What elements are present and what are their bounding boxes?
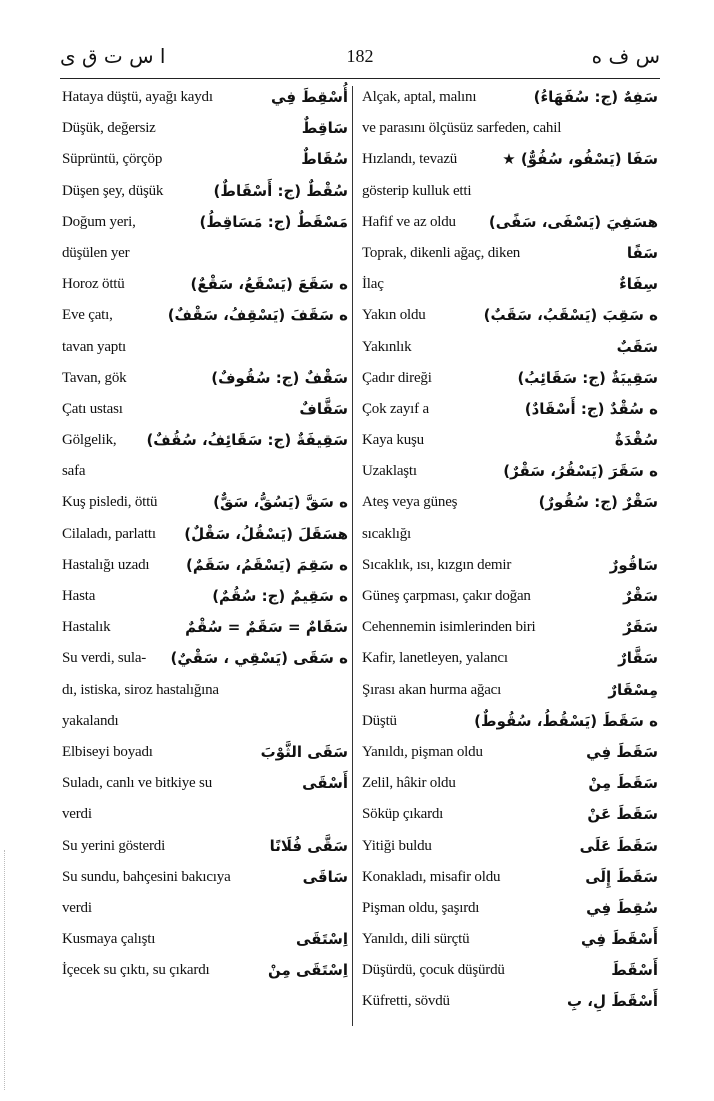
turkish-definition: Hasta: [62, 588, 96, 604]
arabic-headword: سَقَّى فُلَانًا: [269, 836, 348, 855]
dictionary-entry: [62, 612, 348, 643]
turkish-definition: Çatı ustası: [62, 400, 123, 417]
arabic-headword: سَفِهٌ (ج: سُفَهَاءُ): [533, 88, 658, 106]
dictionary-entry: [362, 675, 658, 706]
page-number: 182: [346, 46, 374, 66]
dictionary-entry: [362, 737, 658, 768]
turkish-definition: Düşük, değersiz: [62, 120, 156, 137]
dictionary-entry: [62, 519, 348, 550]
column-divider: [352, 86, 353, 1026]
turkish-definition: Elbiseyi boyadı: [62, 743, 153, 760]
turkish-definition: Toprak, dikenli ağaç, diken: [362, 244, 521, 261]
turkish-definition: Hızlandı, tevazü: [362, 151, 458, 168]
dictionary-entry: [62, 706, 348, 737]
turkish-definition: Ateş veya güneş: [362, 494, 458, 511]
dictionary-entry: [362, 487, 658, 518]
arabic-headword: سَقَطَ عَلَى: [579, 836, 658, 855]
arabic-headword: أَسْقَطَ: [611, 961, 658, 980]
arabic-headword: سَاقُورٌ: [609, 555, 658, 574]
arabic-headword: هسَفِيَ (يَسْفَى، سَفًى): [488, 212, 658, 231]
dictionary-entry: [362, 144, 658, 175]
dictionary-entry: [362, 643, 658, 674]
dictionary-entry: [62, 456, 348, 487]
arabic-headword: سَقْرٌ (ج: سُقُورٌ): [538, 493, 658, 512]
dictionary-entry: [62, 862, 348, 893]
arabic-headword: ه سَقَعَ (يَسْقَعُ، سَقْعٌ): [190, 275, 348, 294]
page-header: [60, 44, 660, 76]
turkish-definition: Hastalığı uzadı: [62, 556, 150, 573]
dictionary-entry: [362, 456, 658, 487]
arabic-headword: ه سَقِيمٌ (ج: سُقُمٌ): [212, 587, 348, 605]
dictionary-entry: [362, 581, 658, 612]
turkish-definition: verdi: [62, 806, 92, 823]
turkish-definition: Sıcaklık, ısı, kızgın demir: [362, 556, 512, 573]
turkish-definition: Yakınlık: [362, 338, 412, 355]
turkish-definition: Kusmaya çalıştı: [62, 931, 156, 948]
arabic-headword: أَسْقَطَ فِي: [581, 930, 658, 949]
turkish-definition: Çok zayıf a: [362, 400, 429, 417]
left-column: [62, 82, 348, 986]
turkish-definition: Kaya kuşu: [362, 432, 424, 449]
turkish-definition: Kuş pisledi, öttü: [62, 494, 158, 511]
turkish-definition: gösterip kulluk etti: [362, 182, 472, 199]
dictionary-entry: [362, 799, 658, 830]
arabic-headword: ه سَقَطَ (يَسْقُطُ، سُقُوطٌ): [474, 711, 658, 730]
arabic-headword: ه سَقَّ (يَسُقُّ، سَقٌّ): [213, 493, 348, 512]
dictionary-entry: [62, 737, 348, 768]
dictionary-entry: [62, 144, 348, 175]
dictionary-entry: [62, 487, 348, 518]
turkish-definition: Uzaklaştı: [362, 463, 417, 480]
dictionary-entry: [62, 643, 348, 674]
dictionary-entry: [362, 519, 658, 550]
turkish-definition: Hataya düştü, ayağı kaydı: [62, 89, 213, 105]
dictionary-entry: [62, 924, 348, 955]
arabic-headword: سَقْرٌ: [623, 587, 658, 605]
turkish-definition: Şırası akan hurma ağacı: [362, 681, 502, 698]
dictionary-entry: [62, 550, 348, 581]
dictionary-entry: [362, 332, 658, 363]
header-rule: [60, 78, 660, 79]
dictionary-entry: [62, 113, 348, 144]
arabic-headword: اِسْتَقَى مِنْ: [268, 961, 348, 980]
turkish-definition: Kafir, lanetleyen, yalancı: [362, 650, 508, 667]
dictionary-entry: [62, 363, 348, 394]
arabic-headword: هسَقَلَ (يَسْقُلُ، سَقْلٌ): [184, 524, 348, 543]
dictionary-entry: [362, 955, 658, 986]
dictionary-entry: [362, 394, 658, 425]
arabic-headword: سُقْطٌ (ج: أَسْقَاطٌ): [213, 181, 348, 200]
turkish-definition: Yitiği buldu: [362, 837, 432, 854]
arabic-headword: سَقَرٌ: [623, 618, 658, 637]
dictionary-entry: [362, 831, 658, 862]
dictionary-entry: [62, 238, 348, 269]
dictionary-entry: [362, 924, 658, 955]
turkish-definition: İçecek su çıktı, su çıkardı: [62, 962, 210, 979]
dictionary-entry: [62, 394, 348, 425]
arabic-headword: سُقِطَ فِي: [586, 898, 658, 917]
turkish-definition: tavan yaptı: [62, 338, 127, 355]
header-letters-left: ا س ت ق ى: [60, 44, 166, 68]
turkish-definition: verdi: [62, 899, 92, 916]
arabic-headword: سِفَاءٌ: [619, 275, 658, 294]
turkish-definition: dı, istiska, siroz hastalığına: [62, 681, 219, 698]
arabic-headword: أُسْقِطَ فِي: [271, 88, 348, 106]
dictionary-entry: [362, 986, 658, 1017]
turkish-definition: Doğum yeri,: [62, 213, 136, 230]
turkish-definition: Çadır direği: [362, 369, 432, 386]
arabic-headword: اِسْتَقَى: [296, 930, 348, 949]
turkish-definition: Alçak, aptal, malını: [362, 89, 477, 105]
arabic-headword: سَقَطَ إِلَى: [585, 867, 658, 886]
arabic-headword: سَقْفٌ (ج: سُقُوفٌ): [211, 368, 348, 387]
arabic-headword: سَقَى الثَّوْبَ: [260, 742, 348, 761]
dictionary-entry: [62, 82, 348, 113]
turkish-definition: Düştü: [362, 712, 397, 729]
turkish-definition: Yanıldı, pişman oldu: [362, 743, 483, 760]
arabic-headword: سَفًا: [626, 243, 658, 262]
turkish-definition: Hafif ve az oldu: [362, 213, 456, 230]
dictionary-entry: [62, 581, 348, 612]
dictionary-entry: [362, 612, 658, 643]
dictionary-entry: [62, 332, 348, 363]
arabic-headword: سَاقِطٌ: [301, 119, 348, 138]
arabic-headword: مِسْقَارٌ: [608, 680, 658, 699]
dictionary-entry: [62, 893, 348, 924]
dictionary-entry: [362, 893, 658, 924]
turkish-definition: Eve çatı,: [62, 307, 113, 324]
turkish-definition: yakalandı: [62, 712, 119, 729]
turkish-definition: safa: [62, 463, 86, 480]
arabic-headword: مَسْقَطٌ (ج: مَسَاقِطُ): [199, 212, 348, 231]
dictionary-entry: [362, 300, 658, 331]
dictionary-entry: [62, 176, 348, 207]
dictionary-entry: [62, 300, 348, 331]
arabic-headword: سَقِيبَةٌ (ج: سَقَائِبُ): [517, 368, 658, 387]
turkish-definition: Güneş çarpması, çakır doğan: [362, 588, 531, 604]
turkish-definition: Gölgelik,: [62, 432, 117, 449]
turkish-definition: Küfretti, sövdü: [362, 993, 450, 1010]
dictionary-entry: [362, 269, 658, 300]
arabic-headword: ه سَقِمَ (يَسْقَمُ، سَقَمٌ): [185, 555, 348, 574]
arabic-headword: سَقَطَ فِي: [586, 742, 658, 761]
arabic-headword: سَقَّافٌ: [299, 399, 348, 418]
turkish-definition: Pişman oldu, şaşırdı: [362, 899, 480, 916]
turkish-definition: Suladı, canlı ve bitkiye su: [62, 775, 212, 792]
turkish-definition: Horoz öttü: [62, 276, 125, 293]
arabic-headword: سَقَّارٌ: [618, 649, 658, 668]
turkish-definition: Su sundu, bahçesini bakıcıya: [62, 868, 231, 885]
dictionary-entry: [62, 207, 348, 238]
dictionary-entry: [362, 862, 658, 893]
turkish-definition: Yakın oldu: [362, 307, 426, 324]
turkish-definition: Zelil, hâkir oldu: [362, 775, 456, 792]
arabic-headword: سَقَطَ مِنْ: [588, 774, 658, 793]
arabic-headword: سَقِيفَةٌ (ج: سَقَائِفُ، سُقُفٌ): [146, 431, 348, 450]
dictionary-entry: [62, 831, 348, 862]
margin-marks: [4, 850, 19, 1090]
header-letters-right: س ف ه: [591, 44, 660, 68]
dictionary-entry: [362, 176, 658, 207]
turkish-definition: İlaç: [362, 276, 384, 293]
turkish-definition: Düşürdü, çocuk düşürdü: [362, 962, 505, 979]
dictionary-entry: [362, 207, 658, 238]
arabic-headword: سَقَبٌ: [616, 337, 658, 356]
arabic-headword: سُقْدَةٌ: [614, 431, 658, 450]
turkish-definition: Su verdi, sula-: [62, 650, 147, 667]
dictionary-entry: [62, 425, 348, 456]
dictionary-entry: [362, 82, 658, 113]
turkish-definition: Cehennemin isimlerinden biri: [362, 619, 536, 636]
turkish-definition: Söküp çıkardı: [362, 806, 444, 823]
arabic-headword: ه سَقِبَ (يَسْقَبُ، سَقَبٌ): [483, 306, 658, 325]
arabic-headword: سَاقَى: [302, 867, 348, 886]
dictionary-entry: [362, 706, 658, 737]
arabic-headword: سَقَطَ عَنْ: [587, 805, 658, 824]
turkish-definition: Su yerini gösterdi: [62, 837, 166, 854]
turkish-definition: Tavan, gök: [62, 369, 127, 386]
turkish-definition: Cilaladı, parlattı: [62, 525, 156, 542]
dictionary-entry: [362, 768, 658, 799]
arabic-headword: ه سَقَفَ (يَسْقِفُ، سَقْفٌ): [167, 306, 348, 325]
arabic-headword: سَفَا (يَسْفُو، سُفُوٌّ) ★: [502, 150, 658, 169]
arabic-headword: سَقَامٌ = سَقَمٌ = سُقْمٌ: [185, 618, 348, 637]
turkish-definition: sıcaklığı: [362, 525, 412, 542]
turkish-definition: Düşen şey, düşük: [62, 182, 164, 199]
turkish-definition: düşülen yer: [62, 244, 130, 261]
dictionary-entry: [62, 269, 348, 300]
turkish-definition: Konakladı, misafir oldu: [362, 868, 501, 885]
dictionary-entry: [62, 675, 348, 706]
dictionary-entry: [362, 113, 658, 144]
arabic-headword: أَسْقَطَ لِ، بِ: [567, 992, 658, 1011]
turkish-definition: Süprüntü, çörçöp: [62, 151, 163, 168]
dictionary-entry: [62, 955, 348, 986]
right-column: [362, 82, 658, 1018]
dictionary-entry: [362, 425, 658, 456]
turkish-definition: Hastalık: [62, 619, 111, 636]
turkish-definition: Yanıldı, dili sürçtü: [362, 931, 470, 948]
turkish-definition: ve parasını ölçüsüz sarfeden, cahil: [362, 120, 562, 137]
dictionary-entry: [362, 238, 658, 269]
arabic-headword: أَسْقَى: [302, 774, 348, 793]
dictionary-entry: [362, 550, 658, 581]
dictionary-entry: [62, 768, 348, 799]
dictionary-entry: [362, 363, 658, 394]
arabic-headword: ه سَقَرَ (يَسْقُرُ، سَقْرٌ): [503, 462, 658, 481]
arabic-headword: ه سَقَى (يَسْقِي ، سَقْيٌ): [170, 649, 348, 668]
arabic-headword: سُقَاطٌ: [301, 150, 348, 169]
arabic-headword: ه سُقْدٌ (ج: أَسْقَادٌ): [524, 399, 658, 418]
dictionary-entry: [62, 799, 348, 830]
